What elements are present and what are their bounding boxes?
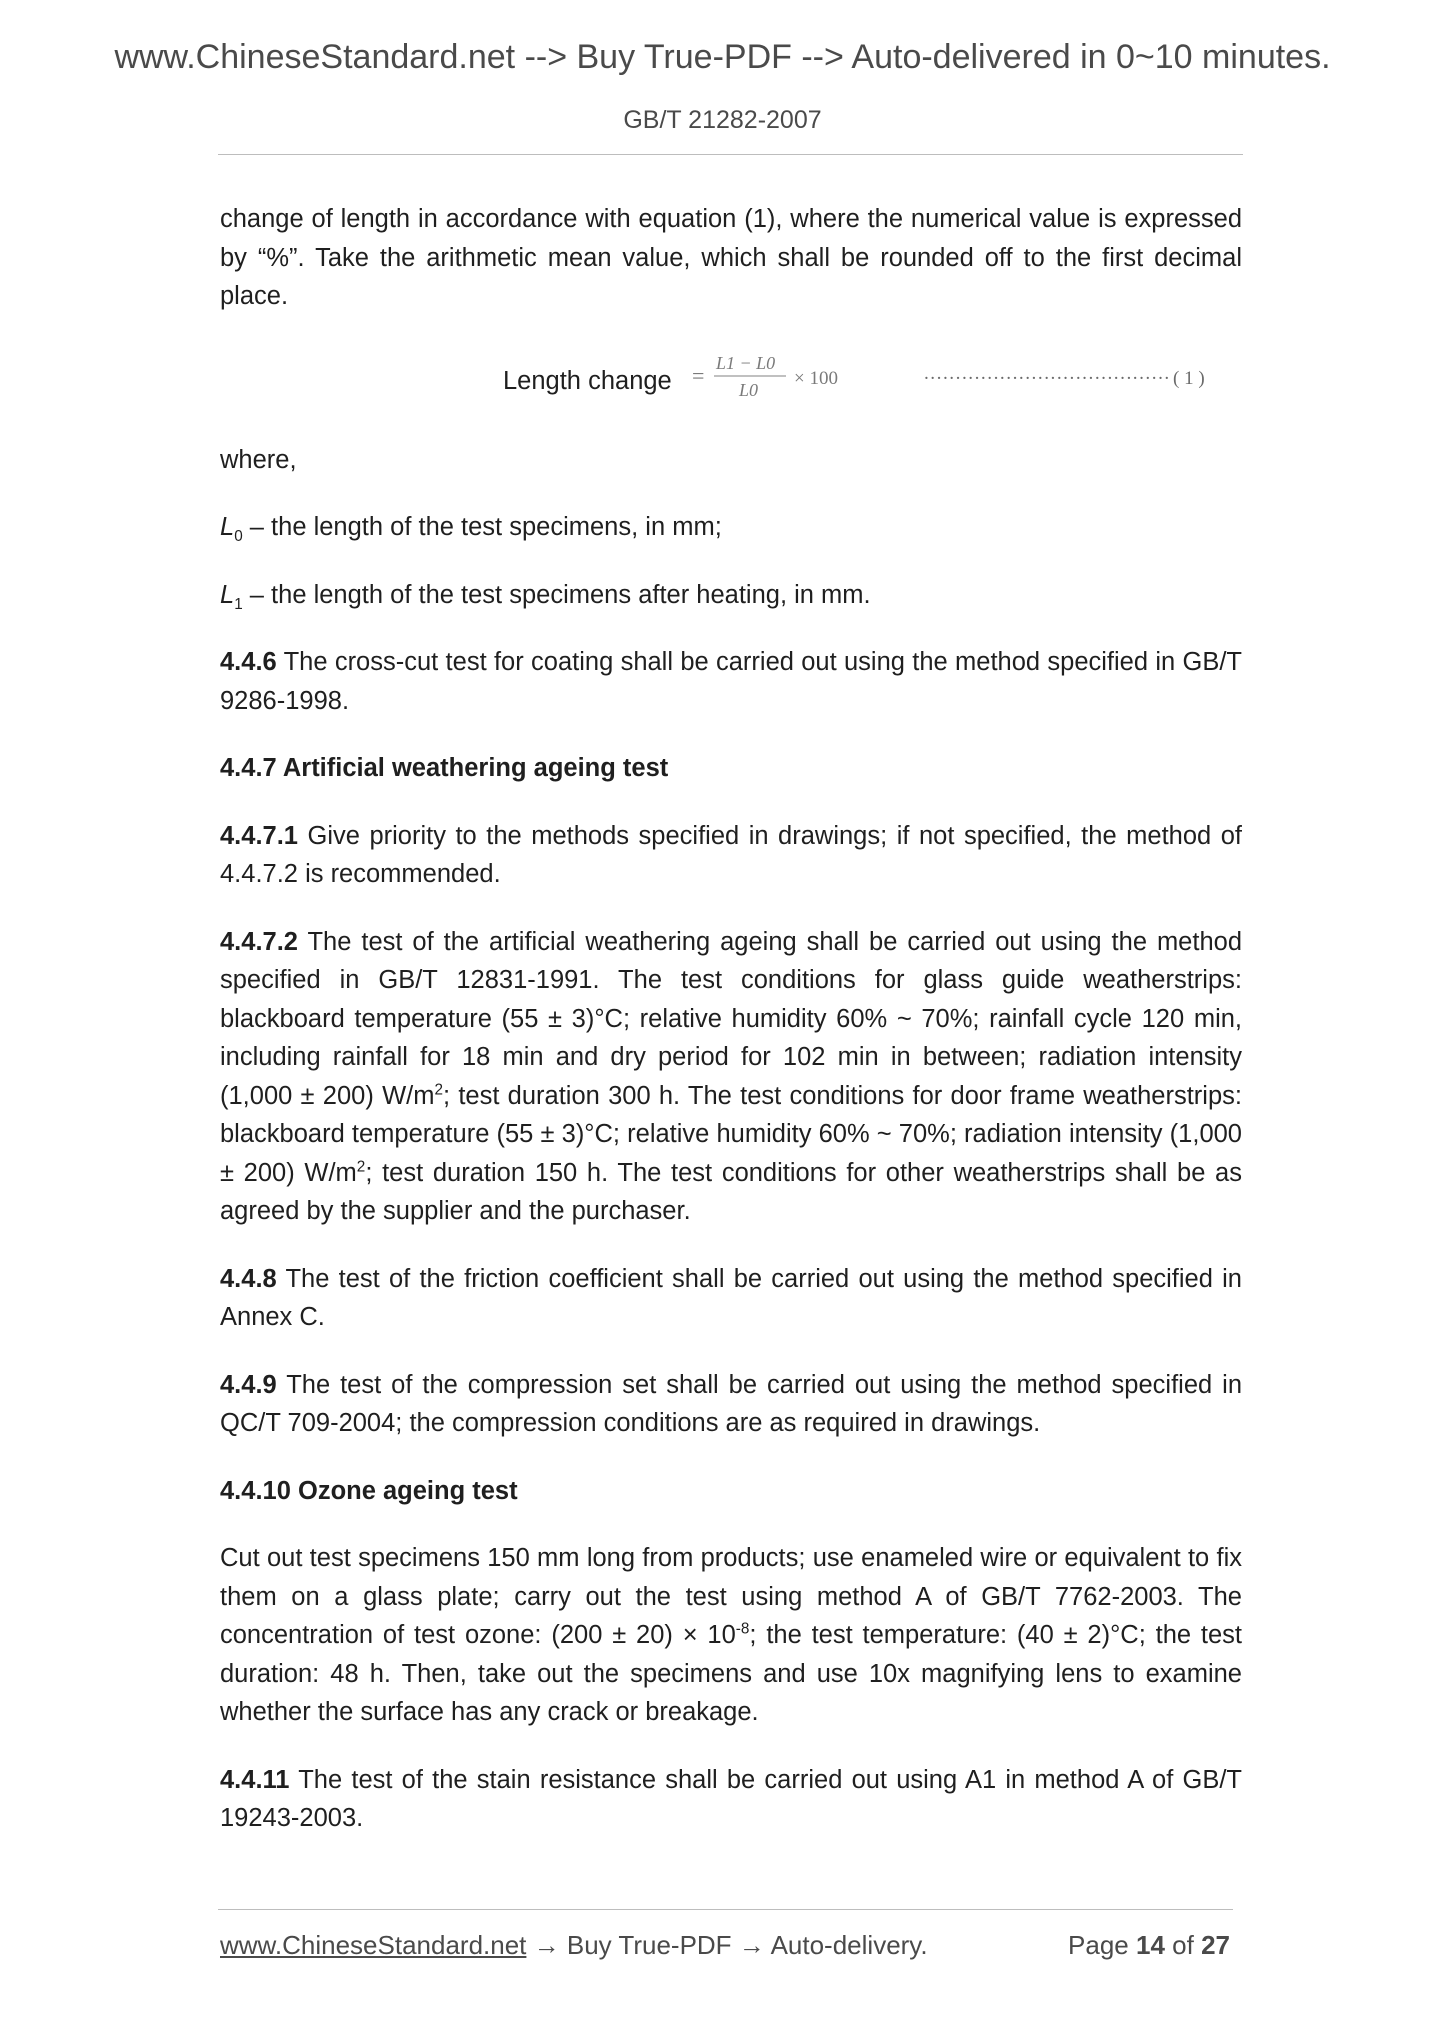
clause-4-4-7-2: 4.4.7.2 The test of the artificial weathering ageing shall be carried out using the method specified in GB/T 12831-1991. The test conditions for glass guide weatherstrips: blackboard temperature (55 ± 3)°C; relative humidity 60% ~ 70%; rainfall cycle 120 min, including rainfall for 18 min and dry period for 102 min in between; radiation intensity (1,000 ± 200) $W/m^2$; test duration 300 h. The test conditions for door frame weatherstrips: blackboard temperature (55 ± 3)°C; relative humidity 60% ~ 70%; radiation intensity (1,000 ± 200) $W/m^2$; test duration 150 h. The test conditions for other weatherstrips shall be as agreed by the supplier and the purchaser. <box>220 927 1242 1225</box>
page-indicator: Page 14 of 27 <box>1068 1930 1230 1960</box>
header-divider <box>218 154 1243 155</box>
clause-4-4-9: 4.4.9 The test of the compression set shall be carried out using the method specified in QC/T 709-2004; the compression conditions are as required in drawings. <box>220 1370 1242 1437</box>
ozone-test-paragraph: Cut out test specimens 150 mm long from products; use enameled wire or equivalent to fix them on a glass plate; carry out the test using method A of GB/T 7762-2003. The concentration of test ozone: $(200 \pm 20) \times 10^{-8}$; the test temperature: (40 ± 2)°C; the test duration: 48 h. Then, take out the specimens and use 10x magnifying lens to examine whether the surface has any crack or breakage. <box>220 1544 1242 1726</box>
equation-label: Length change <box>503 366 672 395</box>
clause-4-4-8: 4.4.8 The test of the friction coefficient shall be carried out using the method specified in Annex C. <box>220 1264 1242 1331</box>
footer-trail: → Buy True-PDF → Auto-delivery. <box>526 1930 928 1960</box>
paragraph-intro: change of length in accordance with equation (1), where the numerical value is expressed by “%”. Take the arithmetic mean value, which shall be rounded off to the first decimal place. <box>220 205 1242 310</box>
definition-l0: $L_0$ – the length of the test specimens, in mm; <box>220 513 722 546</box>
definition-l1: $L_1$ – the length of the test specimens after heating, in mm. <box>220 580 871 613</box>
clause-4-4-7-heading: 4.4.7 Artificial weathering ageing test <box>220 754 669 782</box>
equation-leader-dots: ······································· <box>923 367 1170 389</box>
clause-4-4-6: 4.4.6 The cross-cut test for coating shall be carried out using the method specified in GB/T 9286-1998. <box>220 648 1242 715</box>
equation-denominator: L0 <box>739 379 759 400</box>
standard-number: GB/T 21282-2007 <box>623 106 822 134</box>
document-body <box>220 200 1242 1867</box>
clause-4-4-10-heading: 4.4.10 Ozone ageing test <box>220 1476 518 1505</box>
header-banner: www.ChineseStandard.net --> Buy True-PDF --> Auto-delivered in 0~10 minutes. <box>114 38 1331 76</box>
equation-equals: = <box>692 362 705 388</box>
page-current: 14 <box>1136 1930 1165 1960</box>
where-label: where, <box>220 445 297 474</box>
footer-divider <box>218 1909 1233 1910</box>
equation-number: ( 1 ) <box>1173 367 1205 389</box>
equation-graphic <box>690 345 1242 403</box>
page-total: 27 <box>1201 1930 1230 1960</box>
clause-4-4-11: 4.4.11 The test of the stain resistance shall be carried out using A1 in method A of GB/T 19243-2003. <box>220 1765 1242 1832</box>
footer <box>220 1930 1230 1961</box>
equation-numerator: L1 − L0 <box>716 352 776 373</box>
footer-site-link[interactable]: www.ChineseStandard.net <box>220 1930 527 1960</box>
equation-multiplier: × 100 <box>794 367 838 389</box>
equation-1 <box>220 345 1242 403</box>
clause-4-4-7-1: 4.4.7.1 Give priority to the methods specified in drawings; if not specified, the method of 4.4.7.2 is recommended. <box>220 821 1242 888</box>
